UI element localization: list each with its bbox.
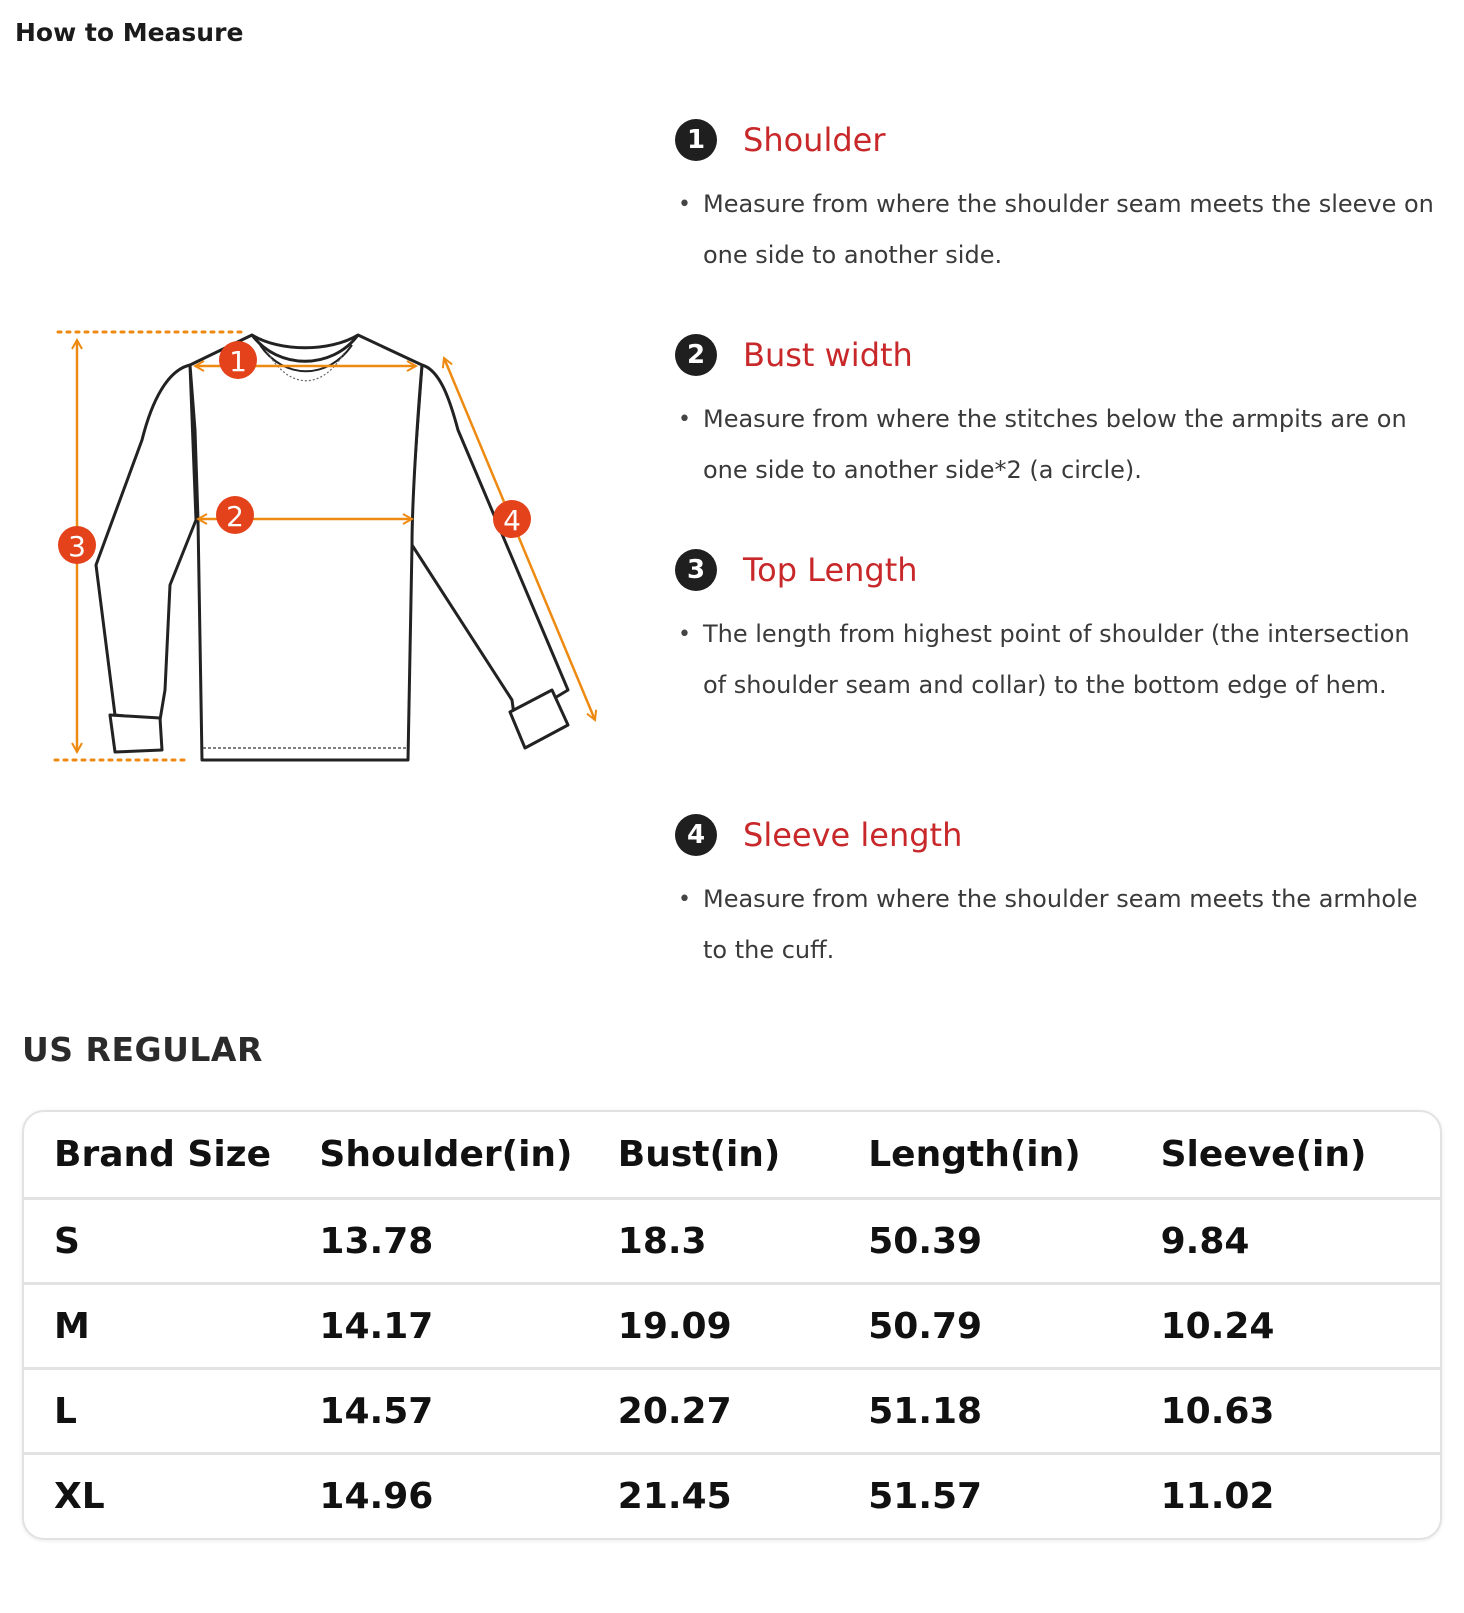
table-cell: 14.96	[319, 1475, 434, 1517]
measurement-steps	[675, 115, 1435, 980]
table-cell: 14.17	[319, 1305, 434, 1347]
bullet-icon: •	[678, 192, 691, 217]
table-cell: 10.63	[1160, 1390, 1275, 1432]
table-row	[24, 1367, 1440, 1452]
page-title: How to Measure	[15, 18, 244, 47]
left-cuff	[110, 715, 162, 752]
table-cell: 51.18	[868, 1390, 983, 1432]
step-number-badge: 3	[675, 549, 717, 591]
sweater-body	[190, 335, 422, 760]
step-sleeve-length	[675, 810, 1435, 980]
table-cell: 9.84	[1160, 1220, 1250, 1262]
column-header: Shoulder(in)	[319, 1134, 573, 1175]
table-cell: L	[54, 1390, 77, 1432]
step-shoulder	[675, 115, 1435, 330]
right-sleeve	[412, 365, 568, 722]
marker-2	[216, 496, 254, 534]
table-cell: 51.57	[868, 1475, 983, 1517]
table-cell: 50.39	[868, 1220, 983, 1262]
table-row	[24, 1282, 1440, 1367]
table-cell: 13.78	[319, 1220, 434, 1262]
step-title: Sleeve length	[743, 816, 963, 854]
step-number-badge: 2	[675, 334, 717, 376]
table-cell: S	[54, 1220, 80, 1262]
bullet-icon: •	[678, 407, 691, 432]
step-description: Measure from where the shoulder seam meets the sleeve on one side to another side.	[703, 190, 1434, 269]
size-chart-title: US REGULAR	[22, 1030, 263, 1069]
svg-text:2: 2	[226, 500, 244, 533]
step-top-length	[675, 545, 1435, 810]
svg-text:3: 3	[68, 530, 86, 563]
left-sleeve	[96, 365, 196, 720]
column-header: Bust(in)	[617, 1134, 781, 1175]
marker-1	[219, 341, 257, 379]
table-cell: 14.57	[319, 1390, 434, 1432]
size-chart-table	[22, 1110, 1442, 1540]
table-cell: M	[54, 1305, 90, 1347]
marker-4	[493, 500, 531, 538]
table-cell: 10.24	[1160, 1305, 1275, 1347]
table-cell: 18.3	[617, 1220, 707, 1262]
step-title: Bust width	[743, 336, 913, 374]
step-description: The length from highest point of shoulder (the intersection of shoulder seam and collar) to the bottom edge of hem.	[703, 620, 1410, 699]
step-description: Measure from where the shoulder seam meets the armhole to the cuff.	[703, 885, 1418, 964]
sweater-measurement-diagram	[40, 320, 640, 800]
step-number-badge: 1	[675, 119, 717, 161]
table-row	[24, 1452, 1440, 1537]
table-cell: XL	[54, 1475, 105, 1517]
column-header: Length(in)	[868, 1134, 1081, 1175]
sweater-outline	[96, 335, 568, 760]
column-header: Sleeve(in)	[1160, 1134, 1367, 1175]
marker-3	[58, 526, 96, 564]
table-row	[24, 1197, 1440, 1282]
step-number-badge: 4	[675, 814, 717, 856]
step-title: Top Length	[743, 551, 918, 589]
bullet-icon: •	[678, 887, 691, 912]
table-cell: 50.79	[868, 1305, 983, 1347]
svg-text:4: 4	[503, 504, 521, 537]
step-description: Measure from where the stitches below the armpits are on one side to another side*2 (a circle).	[703, 405, 1407, 484]
column-header: Brand Size	[54, 1134, 272, 1175]
table-header-row	[24, 1112, 1440, 1197]
step-bust-width	[675, 330, 1435, 545]
bullet-icon: •	[678, 622, 691, 647]
table-cell: 21.45	[617, 1475, 732, 1517]
step-title: Shoulder	[743, 121, 886, 159]
svg-text:1: 1	[229, 345, 247, 378]
table-cell: 20.27	[617, 1390, 732, 1432]
table-cell: 11.02	[1160, 1475, 1275, 1517]
table-cell: 19.09	[617, 1305, 732, 1347]
